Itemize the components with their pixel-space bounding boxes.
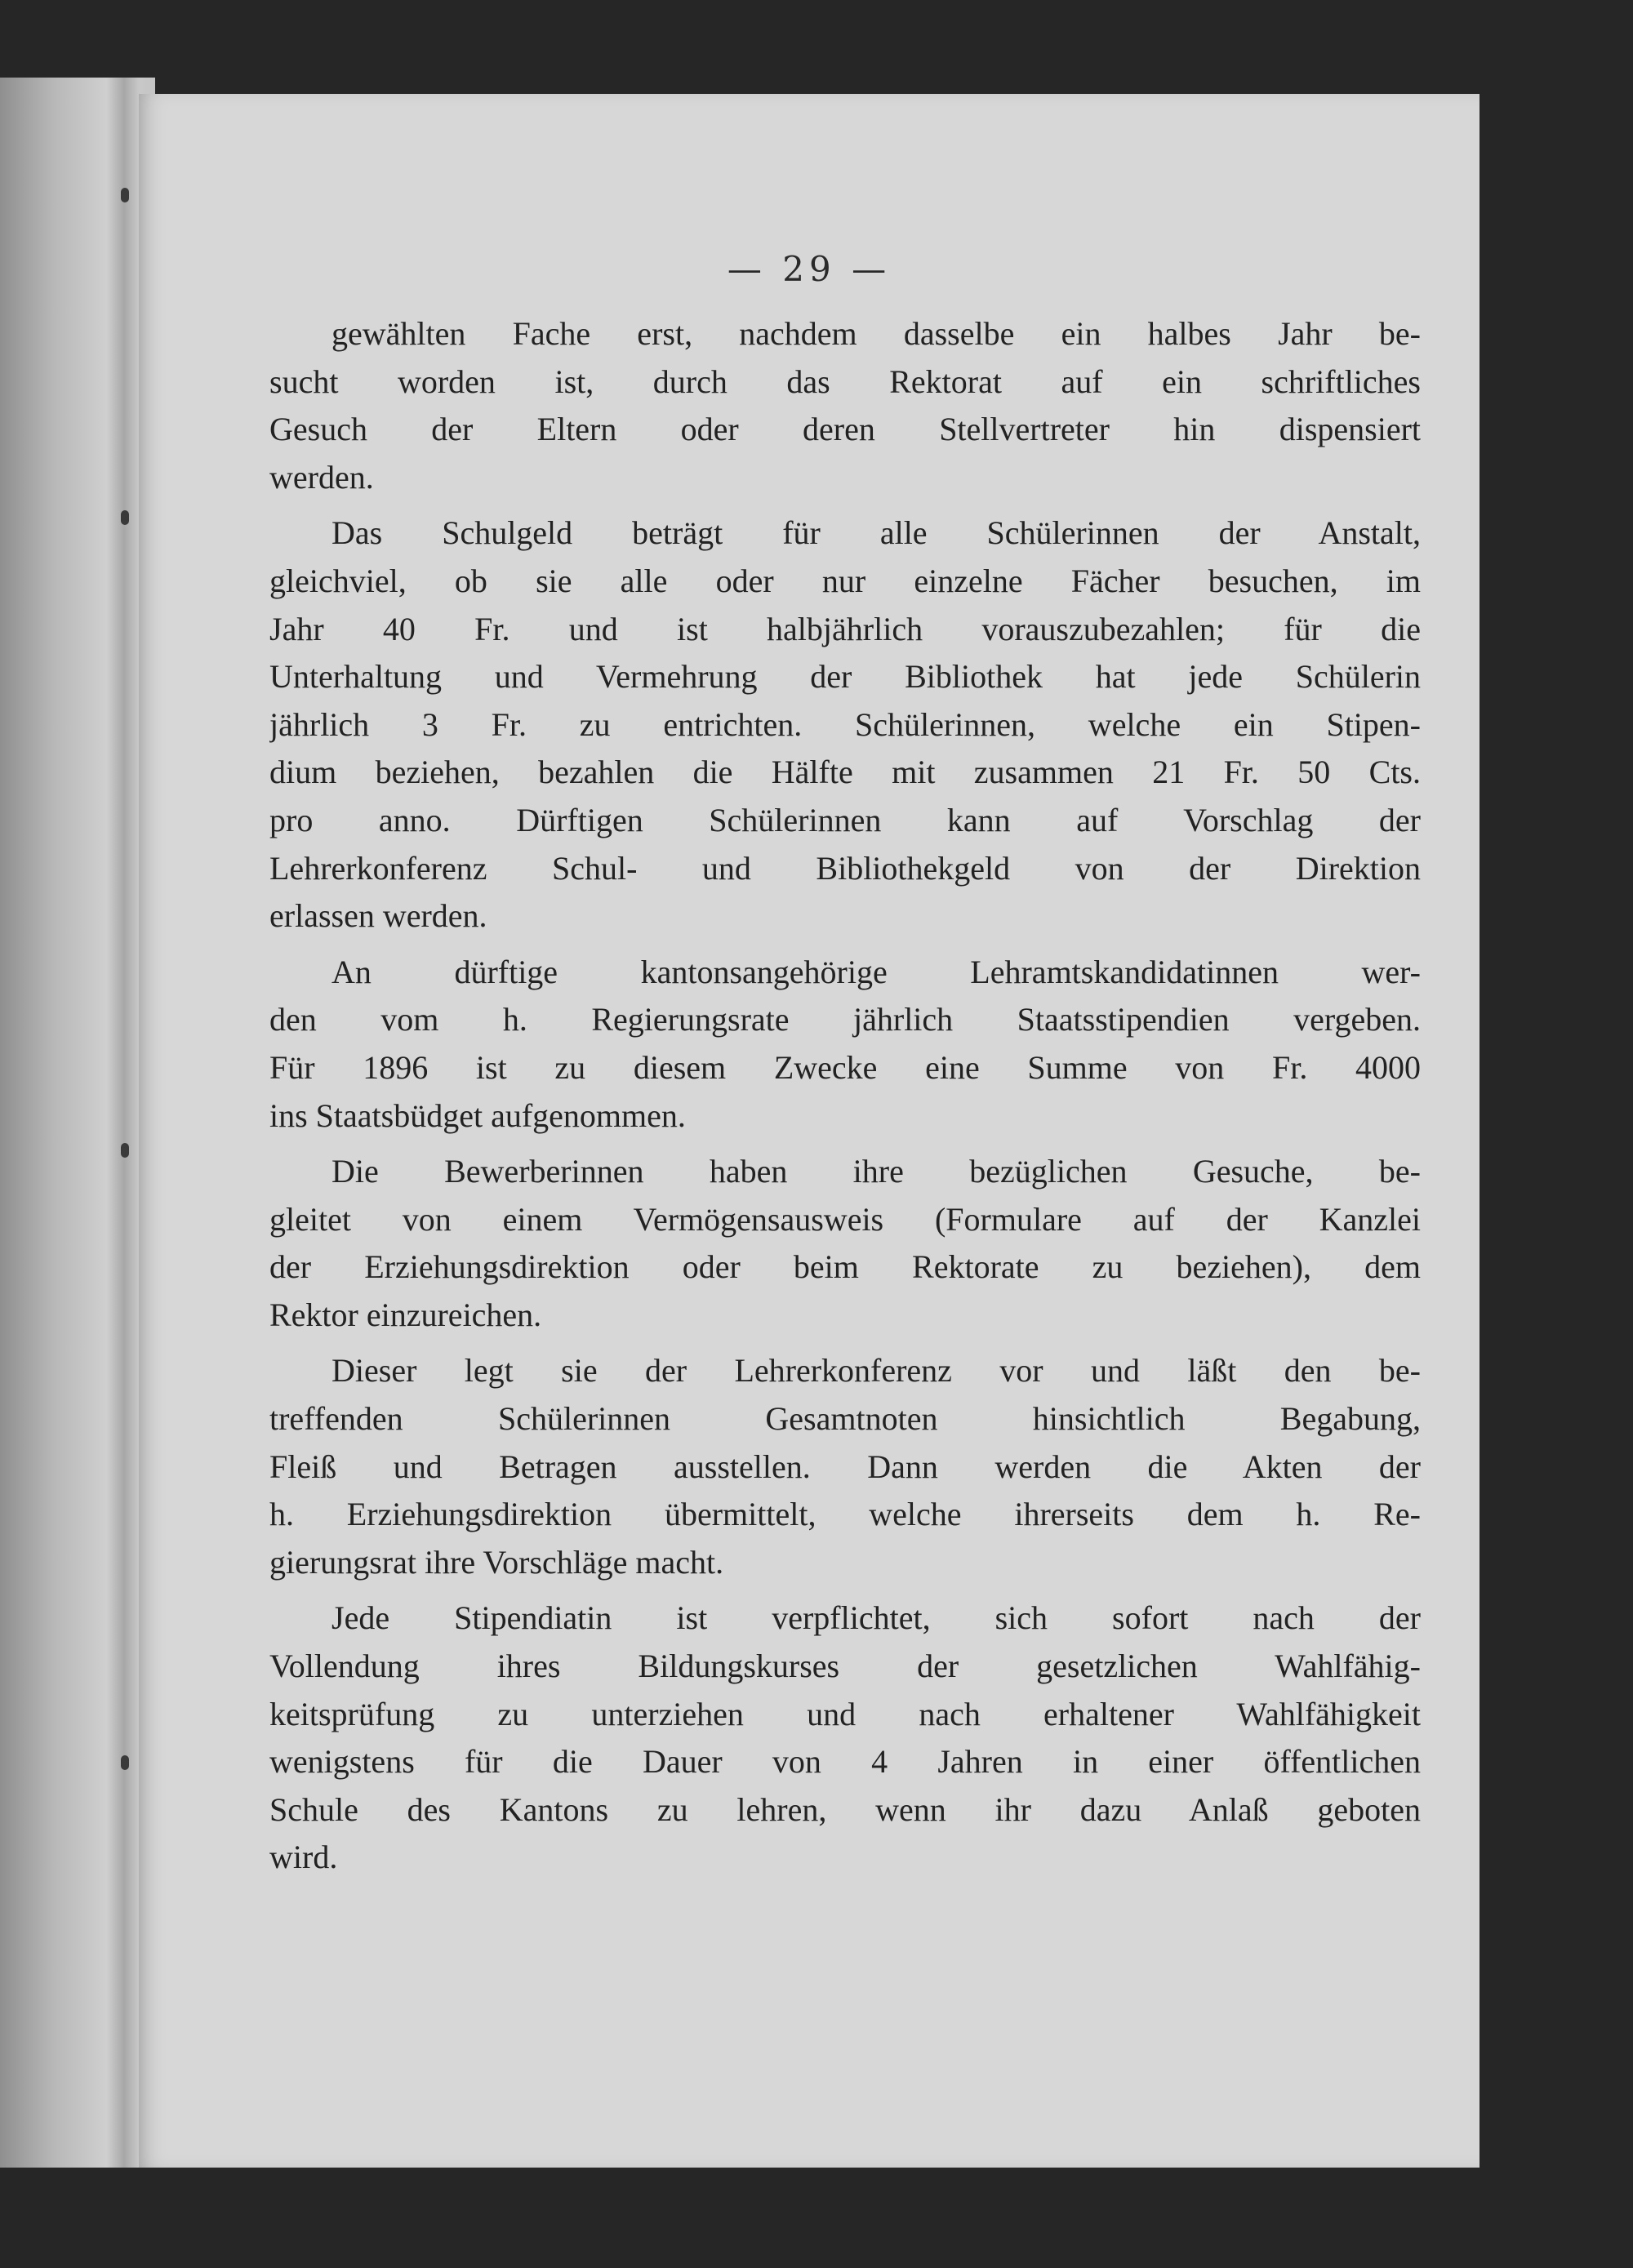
text-line: Jede Stipendiatin ist verpflichtet, sich sofort nach der: [331, 1599, 1421, 1637]
text-line: Lehrerkonferenz Schul- und Bibliothekgeld von der Direktion: [269, 849, 1421, 887]
binding-stitch: [121, 188, 129, 202]
binding-shadow: [106, 78, 139, 2168]
book-page: [139, 94, 1479, 2168]
text-line: sucht worden ist, durch das Rektorat auf ein schriftliches: [269, 362, 1421, 400]
text-line: Rektor einzureichen.: [269, 1296, 542, 1333]
text-line: werden.: [269, 458, 374, 496]
text-line: den vom h. Regierungsrate jährlich Staatsstipendien vergeben.: [269, 1001, 1421, 1038]
text-line: jährlich 3 Fr. zu entrichten. Schülerinnen, welche ein Stipen-: [269, 705, 1421, 743]
text-line: wird.: [269, 1839, 338, 1876]
text-line: Schule des Kantons zu lehren, wenn ihr dazu Anlaß geboten: [269, 1790, 1421, 1828]
body-text: [269, 310, 1421, 1890]
text-line: gleitet von einem Vermögensausweis (Formulare auf der Kanzlei: [269, 1200, 1421, 1238]
page-number: — 29 —: [727, 249, 892, 289]
binding-stitch: [121, 1755, 129, 1770]
text-line: erlassen werden.: [269, 897, 487, 935]
text-line: Das Schulgeld beträgt für alle Schülerinnen der Anstalt,: [331, 514, 1421, 552]
text-line: dium beziehen, bezahlen die Hälfte mit zusammen 21 Fr. 50 Cts.: [269, 754, 1421, 791]
paragraph: [269, 949, 1421, 1140]
binding-stitch: [121, 1143, 129, 1158]
text-line: Unterhaltung und Vermehrung der Bibliothek hat jede Schülerin: [269, 658, 1421, 696]
binding-stitch: [121, 510, 129, 525]
paragraph: [269, 310, 1421, 501]
text-line: ins Staatsbüdget aufgenommen.: [269, 1096, 686, 1134]
text-line: Vollendung ihres Bildungskurses der gesetzlichen Wahlfähig-: [269, 1648, 1421, 1685]
text-line: Die Bewerberinnen haben ihre bezüglichen Gesuche, be-: [331, 1153, 1421, 1190]
text-line: keitsprüfung zu unterziehen und nach erhaltener Wahlfähigkeit: [269, 1695, 1421, 1732]
text-line: der Erziehungsdirektion oder beim Rektorate zu beziehen), dem: [269, 1248, 1421, 1286]
text-line: gleichviel, ob sie alle oder nur einzelne Fächer besuchen, im: [269, 562, 1421, 599]
text-line: wenigstens für die Dauer von 4 Jahren in einer öffentlichen: [269, 1743, 1421, 1781]
paragraph: [269, 1148, 1421, 1339]
paragraph: [269, 509, 1421, 940]
text-line: Fleiß und Betragen ausstellen. Dann werden die Akten der: [269, 1448, 1421, 1485]
text-line: Dieser legt sie der Lehrerkonferenz vor und läßt den be-: [331, 1352, 1421, 1390]
text-line: gewählten Fache erst, nachdem dasselbe ein halbes Jahr be-: [331, 315, 1421, 352]
text-line: pro anno. Dürftigen Schülerinnen kann auf Vorschlag der: [269, 801, 1421, 838]
paragraph: [269, 1347, 1421, 1586]
text-line: Jahr 40 Fr. und ist halbjährlich vorauszubezahlen; für die: [269, 610, 1421, 647]
text-line: Gesuch der Eltern oder deren Stellvertreter hin dispensiert: [269, 411, 1421, 448]
text-line: treffenden Schülerinnen Gesamtnoten hinsichtlich Begabung,: [269, 1400, 1421, 1438]
text-line: Für 1896 ist zu diesem Zwecke eine Summe von Fr. 4000: [269, 1048, 1421, 1086]
text-line: h. Erziehungsdirektion übermittelt, welche ihrerseits dem h. Re-: [269, 1496, 1421, 1533]
text-line: gierungsrat ihre Vorschläge macht.: [269, 1543, 724, 1581]
text-line: An dürftige kantonsangehörige Lehramtskandidatinnen wer-: [331, 953, 1421, 990]
paragraph: [269, 1594, 1421, 1882]
